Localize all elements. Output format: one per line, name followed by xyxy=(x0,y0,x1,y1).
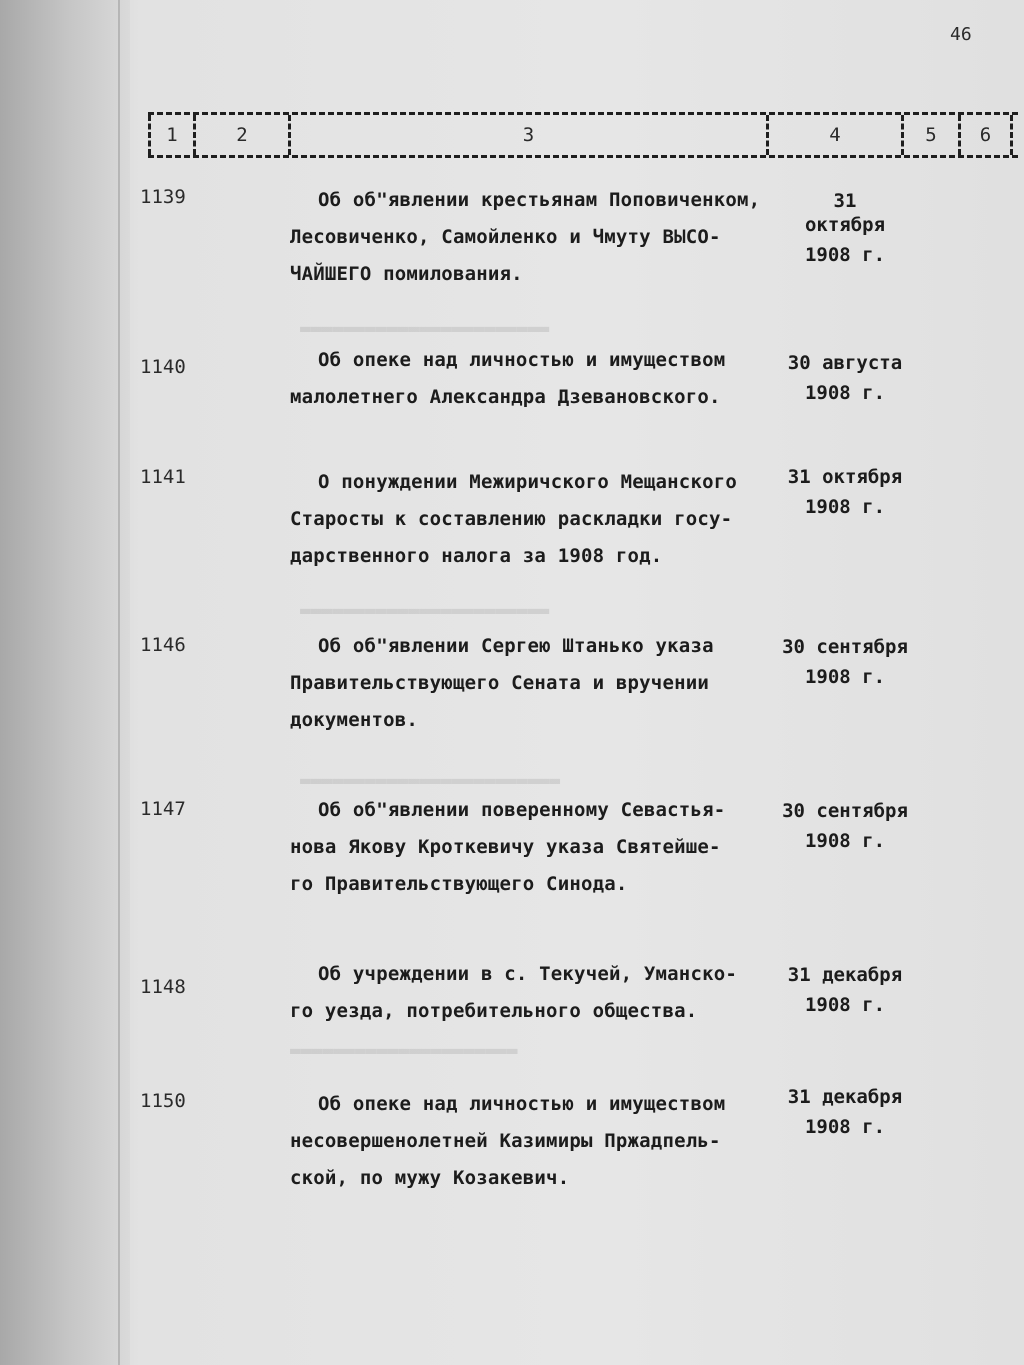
record-description xyxy=(290,956,772,1030)
date-line: 30 августа xyxy=(787,352,903,374)
date-line: 31 xyxy=(833,190,857,212)
date-line: 1908 г. xyxy=(804,994,886,1016)
column-header-4: 4 xyxy=(766,115,901,155)
description-line: ской, по мужу Козакевич. xyxy=(290,1167,570,1189)
description-line: Об об"явлении крестьянам Поповиченком, xyxy=(318,189,761,211)
date-line: 31 декабря xyxy=(787,1086,903,1108)
record-description xyxy=(290,1086,772,1197)
description-line: Правительствующего Сената и вручении xyxy=(290,672,710,694)
description-line: го уезда, потребительного общества. xyxy=(290,1000,698,1022)
record-description xyxy=(290,342,772,416)
description-line: ЧАЙШЕГО помилования. xyxy=(290,263,523,285)
binding-gutter xyxy=(0,0,130,1365)
description-line: Об об"явлении Сергею Штанько указа xyxy=(318,635,714,657)
record-number: 1148 xyxy=(140,976,186,998)
description-line: Об об"явлении поверенному Севастья- xyxy=(318,799,726,821)
description-line: Об учреждении в с. Текучей, Уманско- xyxy=(318,963,738,985)
bleed-through: ▬▬▬▬▬▬▬▬▬▬▬▬▬▬▬▬▬▬▬▬▬▬▬ xyxy=(300,600,550,621)
date-line: 30 сентября xyxy=(782,636,908,658)
description-line: Об опеке над личностью и имуществом xyxy=(318,349,726,371)
record-date xyxy=(770,186,920,270)
date-line: 31 декабря xyxy=(787,964,903,986)
record-date xyxy=(770,960,920,1020)
bleed-through: ▬▬▬▬▬▬▬▬▬▬▬▬▬▬▬▬▬▬▬▬▬▬▬ xyxy=(300,318,550,339)
description-line: Об опеке над личностью и имуществом xyxy=(318,1093,726,1115)
record-description xyxy=(290,464,772,575)
record-date xyxy=(770,1082,920,1142)
page-number: 46 xyxy=(950,24,972,45)
description-line: малолетнего Александра Дзевановского. xyxy=(290,386,721,408)
record-number: 1146 xyxy=(140,634,186,656)
date-line: 1908 г. xyxy=(804,496,886,518)
description-line: нова Якову Кроткевичу указа Святейше- xyxy=(290,836,721,858)
record-description xyxy=(290,182,772,293)
record-number: 1139 xyxy=(140,186,186,208)
binding-edge xyxy=(118,0,120,1365)
record-date xyxy=(770,796,920,856)
description-line: го Правительствующего Синода. xyxy=(290,873,628,895)
record-description xyxy=(290,628,772,739)
description-line: дарственного налога за 1908 год. xyxy=(290,545,663,567)
record-number: 1140 xyxy=(140,356,186,378)
column-header-5: 5 xyxy=(901,115,958,155)
date-line: 31 октября xyxy=(787,466,903,488)
description-line: О понуждении Межиричского Мещанского xyxy=(318,471,738,493)
description-line: документов. xyxy=(290,709,419,731)
record-number: 1141 xyxy=(140,466,186,488)
date-line: 1908 г. xyxy=(804,666,886,688)
record-description xyxy=(290,792,772,903)
description-line: Лесовиченко, Самойленко и Чмуту ВЫСО- xyxy=(290,226,721,248)
description-line: Старосты к составлению раскладки госу- xyxy=(290,508,733,530)
record-date xyxy=(770,632,920,692)
date-line: 1908 г. xyxy=(804,382,886,404)
bleed-through: ▬▬▬▬▬▬▬▬▬▬▬▬▬▬▬▬▬▬▬▬▬ xyxy=(290,1040,518,1061)
table-header xyxy=(148,112,1018,158)
record-date xyxy=(770,348,920,408)
date-line: 1908 г. xyxy=(804,830,886,852)
column-header-6: 6 xyxy=(958,115,1013,155)
record-date xyxy=(770,462,920,522)
bleed-through: ▬▬▬▬▬▬▬▬▬▬▬▬▬▬▬▬▬▬▬▬▬▬▬▬ xyxy=(300,770,561,791)
description-line: несовершенолетней Казимиры Пржадпель- xyxy=(290,1130,721,1152)
date-line: 1908 г. xyxy=(804,1116,886,1138)
record-number: 1147 xyxy=(140,798,186,820)
column-header-1: 1 xyxy=(148,115,193,155)
date-line: 1908 г. xyxy=(804,244,886,266)
date-line: 30 сентября xyxy=(782,800,908,822)
column-header-2: 2 xyxy=(193,115,288,155)
column-header-3: 3 xyxy=(288,115,766,155)
record-number: 1150 xyxy=(140,1090,186,1112)
date-line: октября xyxy=(804,214,886,236)
